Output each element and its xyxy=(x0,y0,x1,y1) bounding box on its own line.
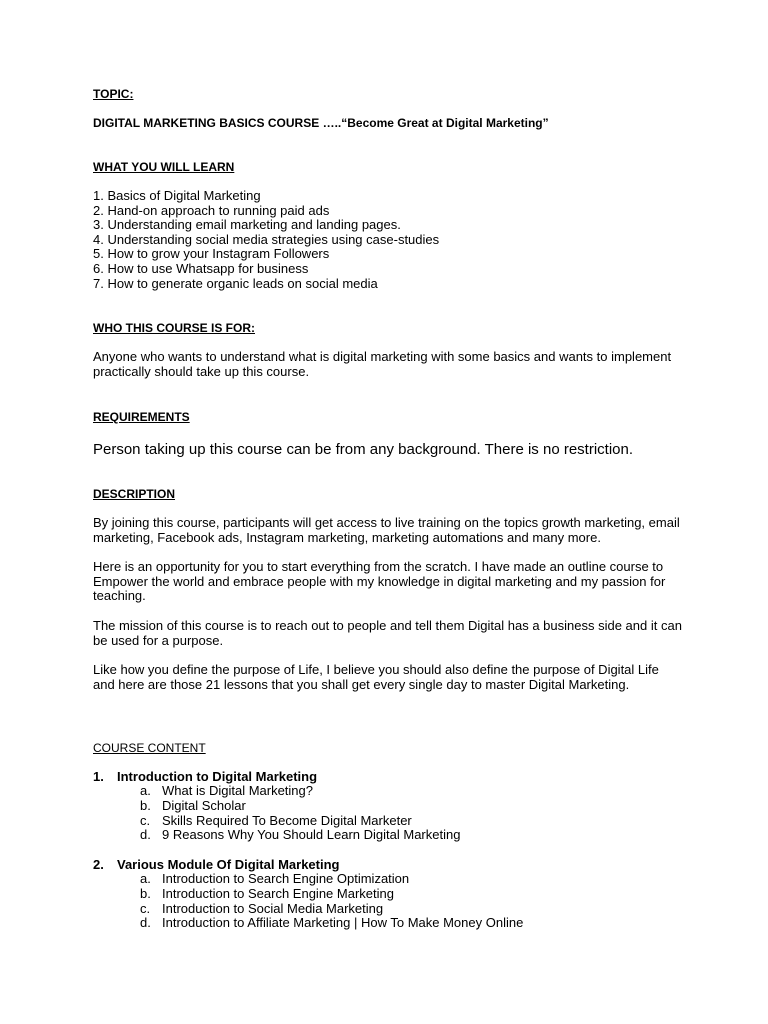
audience-heading: WHO THIS COURSE IS FOR: xyxy=(93,321,255,335)
learn-heading: WHAT YOU WILL LEARN xyxy=(93,160,235,174)
course-title: DIGITAL MARKETING BASICS COURSE …..“Become Great at Digital Marketing” xyxy=(93,116,549,130)
description-heading: DESCRIPTION xyxy=(93,487,176,501)
requirements-heading: REQUIREMENTS xyxy=(93,410,190,424)
list-item: 6. How to use Whatsapp for business xyxy=(93,260,309,276)
module-list xyxy=(140,872,523,931)
list-item-text: Skills Required To Become Digital Marketer xyxy=(162,812,412,828)
audience-text: Anyone who wants to understand what is digital marketing with some basics and wants to implement practically should take up this course. xyxy=(93,349,672,379)
list-letter: a. xyxy=(140,783,151,798)
list-item-text: 9 Reasons Why You Should Learn Digital Marketing xyxy=(162,827,461,843)
topic-heading: TOPIC: xyxy=(93,87,134,101)
list-letter: b. xyxy=(140,797,151,813)
list-item: 5. How to grow your Instagram Followers xyxy=(93,246,330,262)
list-item xyxy=(140,887,523,902)
list-item xyxy=(140,814,460,829)
list-item-text: Introduction to Search Engine Optimization xyxy=(162,871,410,886)
list-item xyxy=(140,799,460,814)
module-list xyxy=(140,784,460,843)
list-item-text: Digital Scholar xyxy=(162,797,246,813)
content-heading: COURSE CONTENT xyxy=(93,741,206,755)
list-letter: d. xyxy=(140,915,151,931)
list-letter: c. xyxy=(140,812,151,828)
list-item: 4. Understanding social media strategies using case-studies xyxy=(93,231,440,247)
list-letter: a. xyxy=(140,871,151,886)
description-paragraph: Like how you define the purpose of Life, I believe you should also define the purpose of Digital Life and here are those 21 lessons that you shall get every single day to master Digital Marketing. xyxy=(93,662,659,692)
list-letter: d. xyxy=(140,827,151,843)
list-item xyxy=(140,872,523,887)
module-number: 2. xyxy=(93,857,104,872)
list-item-text: What is Digital Marketing? xyxy=(162,783,313,798)
module-title xyxy=(93,857,339,872)
module-title-text: Various Module Of Digital Marketing xyxy=(117,857,340,872)
list-letter: b. xyxy=(140,885,151,901)
list-item-text: Introduction to Search Engine Marketing xyxy=(162,885,394,901)
module-number: 1. xyxy=(93,769,104,784)
learn-list xyxy=(93,189,439,291)
module-title-text: Introduction to Digital Marketing xyxy=(117,769,318,784)
list-letter: c. xyxy=(140,900,151,916)
description-paragraph: Here is an opportunity for you to start everything from the scratch. I have made an outline course to Empower the world and embrace people with my knowledge in digital marketing and my passion for teaching. xyxy=(93,559,666,604)
list-item xyxy=(140,828,460,843)
module-title xyxy=(93,769,317,784)
list-item: 7. How to generate organic leads on social media xyxy=(93,275,378,291)
description-paragraph: By joining this course, participants will get access to live training on the topics growth marketing, email marketing, Facebook ads, Instagram marketing, marketing automations and many more. xyxy=(93,515,680,545)
list-item: 1. Basics of Digital Marketing xyxy=(93,188,261,203)
list-item-text: Introduction to Affiliate Marketing | How To Make Money Online xyxy=(162,915,524,931)
requirements-text: Person taking up this course can be from any background. There is no restriction. xyxy=(93,441,634,458)
list-item: 3. Understanding email marketing and landing pages. xyxy=(93,217,401,233)
list-item: 2. Hand-on approach to running paid ads xyxy=(93,202,330,218)
list-item xyxy=(140,902,523,917)
list-item xyxy=(140,784,460,799)
description-paragraph: The mission of this course is to reach out to people and tell them Digital has a business side and it can be used for a purpose. xyxy=(93,618,682,648)
list-item-text: Introduction to Social Media Marketing xyxy=(162,900,384,916)
list-item xyxy=(140,916,523,931)
